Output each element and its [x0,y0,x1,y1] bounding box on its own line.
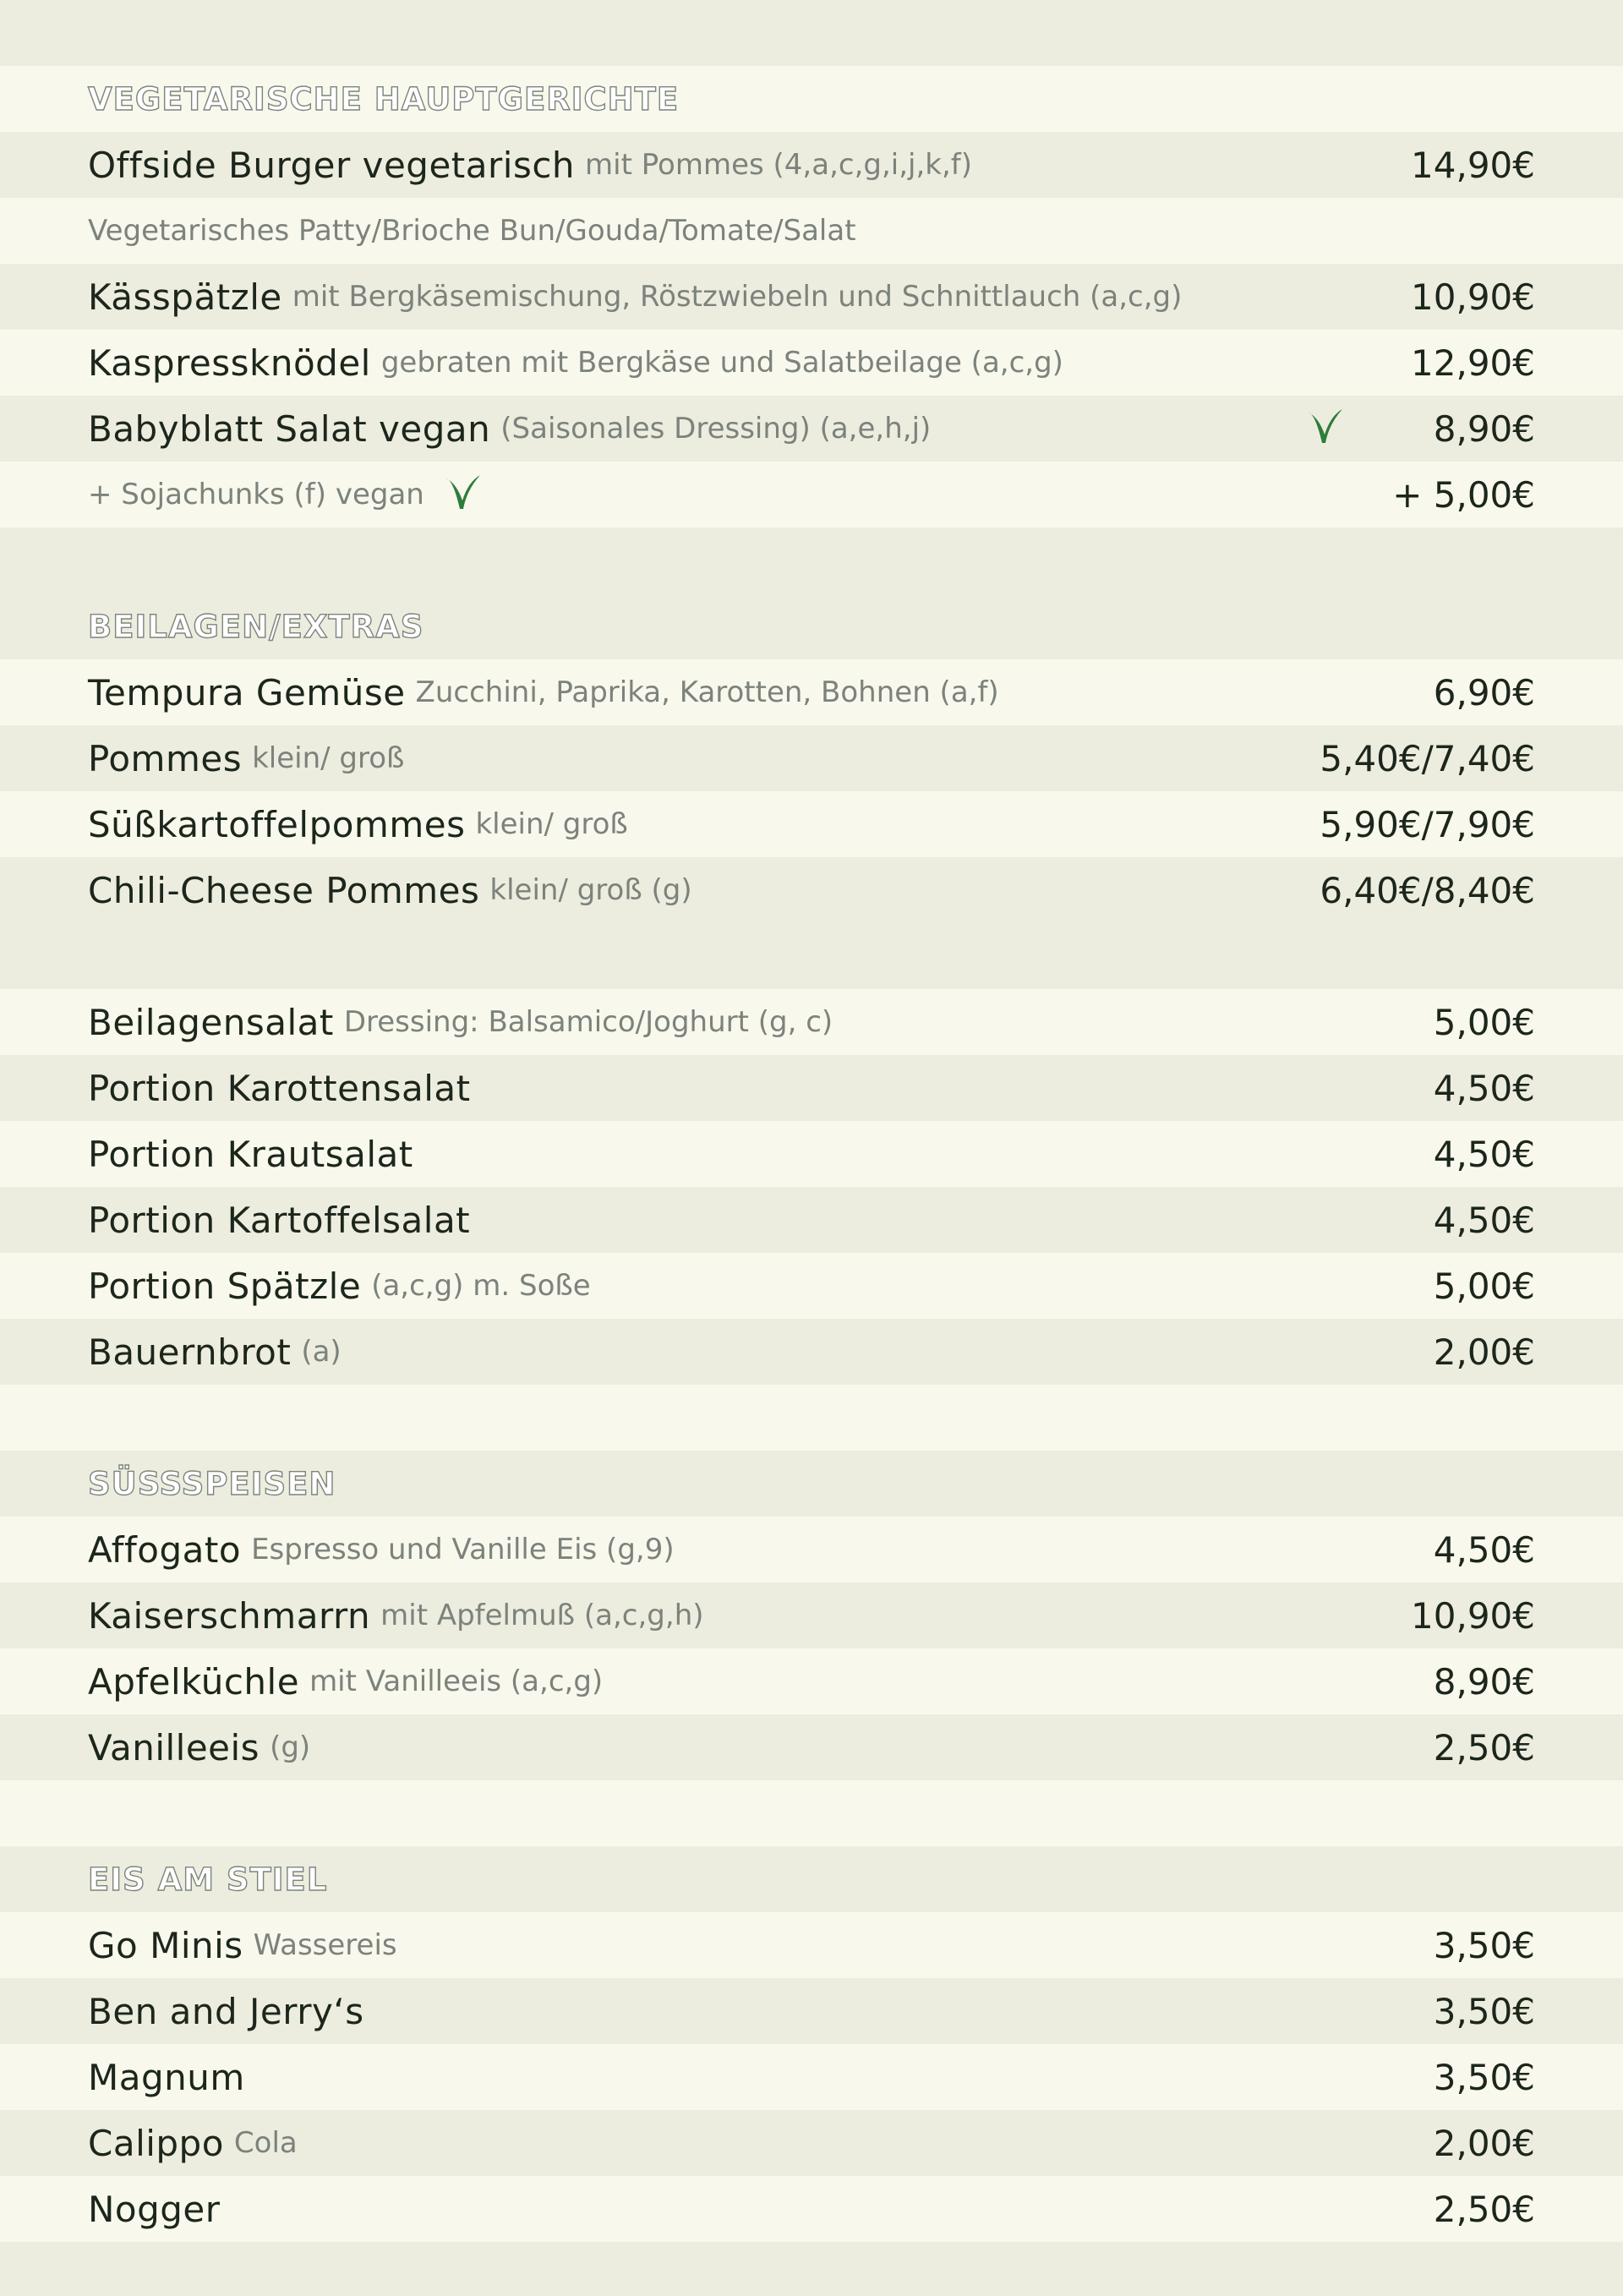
menu-item [0,2044,1623,2110]
menu-item [0,1978,1623,2044]
spacer-row [0,0,1623,66]
item-description: klein/ groß [475,807,628,841]
item-price: 4,50€ [1433,1067,1535,1109]
menu-item [0,1253,1623,1319]
spacer-row [0,1385,1623,1451]
item-description: mit Pommes (4,a,c,g,i,j,k,f) [585,148,973,182]
item-price: 3,50€ [1433,1924,1535,1966]
item-price: 3,50€ [1433,2056,1535,2098]
item-price: 2,00€ [1433,2122,1535,2164]
item-title: Nogger [88,2188,221,2230]
item-description: Wassereis [253,1928,397,1962]
menu-item [0,989,1623,1055]
item-title: Calippo [88,2122,224,2164]
item-title: Vanilleeis [88,1726,260,1768]
section-heading-row [0,1846,1623,1912]
item-description: Espresso und Vanille Eis (g,9) [251,1533,675,1566]
item-price: 6,90€ [1433,671,1535,713]
item-subline: + Sojachunks (f) vegan [88,478,424,511]
menu-item-addon [0,462,1623,528]
section-heading-vegetarian: VEGETARISCHE HAUPTGERICHTE [88,80,680,118]
item-title: Ben and Jerry‘s [88,1990,364,2032]
item-description: Cola [233,2126,298,2160]
spacer-row [0,923,1623,989]
item-title: Beilagensalat [88,1001,334,1043]
menu-item [0,1517,1623,1583]
item-title: Portion Kartoffelsalat [88,1199,471,1241]
item-price: 3,50€ [1433,1990,1535,2032]
menu-item [0,857,1623,923]
item-price: + 5,00€ [1392,473,1535,516]
item-description: klein/ groß [252,741,405,775]
item-description: mit Vanilleeis (a,c,g) [309,1665,604,1698]
item-subline: Vegetarisches Patty/Brioche Bun/Gouda/Tomate/Salat [88,214,856,248]
item-price: 5,40€/7,40€ [1320,737,1535,779]
item-title: Go Minis [88,1924,243,1966]
item-price: 12,90€ [1411,342,1535,384]
menu-item [0,1187,1623,1253]
item-title: Portion Krautsalat [88,1133,413,1175]
section-heading-row [0,1451,1623,1517]
item-price: 8,90€ [1433,1660,1535,1703]
section-heading-desserts: SÜSSSPEISEN [88,1465,336,1502]
item-description: (Saisonales Dressing) (a,e,h,j) [500,412,932,446]
menu-item [0,1912,1623,1978]
item-title: Pommes [88,737,243,779]
item-price: 14,90€ [1411,144,1535,186]
section-heading-row [0,66,1623,132]
item-title: Portion Spätzle [88,1265,362,1307]
menu-item [0,725,1623,791]
spacer-row [0,1780,1623,1846]
item-title: Magnum [88,2056,245,2098]
item-description: gebraten mit Bergkäse und Salatbeilage (a,c,g) [380,346,1063,380]
item-title: Babyblatt Salat vegan [88,407,491,450]
section-heading-icecream: EIS AM STIEL [88,1861,328,1898]
item-title: Apfelküchle [88,1660,300,1703]
menu-item [0,1583,1623,1648]
item-description: Dressing: Balsamico/Joghurt (g, c) [343,1005,833,1039]
item-title: Kaiserschmarrn [88,1594,371,1637]
item-price: 5,90€/7,90€ [1320,803,1535,845]
item-title: Tempura Gemüse [88,671,406,713]
menu-item-subline [0,198,1623,264]
menu-item [0,791,1623,857]
item-title: Affogato [88,1528,242,1571]
menu-item [0,132,1623,198]
menu-item [0,1121,1623,1187]
spacer-row [0,528,1623,593]
item-description: (a,c,g) m. Soße [371,1269,591,1303]
item-price: 4,50€ [1433,1133,1535,1175]
item-description: mit Bergkäsemischung, Röstzwiebeln und Schnittlauch (a,c,g) [292,280,1183,314]
menu-item [0,1055,1623,1121]
menu-item [0,396,1623,462]
menu-item [0,264,1623,330]
item-price: 8,90€ [1433,407,1535,450]
section-heading-row [0,593,1623,659]
menu-item [0,1319,1623,1385]
section-heading-sides: BEILAGEN/EXTRAS [88,608,424,645]
item-title: Chili-Cheese Pommes [88,869,480,911]
item-price: 5,00€ [1433,1001,1535,1043]
item-title: Offside Burger vegetarisch [88,144,576,186]
item-description: Zucchini, Paprika, Karotten, Bohnen (a,f) [415,675,999,709]
item-price: 2,50€ [1433,1726,1535,1768]
menu-item [0,1714,1623,1780]
menu-item [0,2176,1623,2242]
item-price: 10,90€ [1411,276,1535,318]
menu-item [0,2110,1623,2176]
item-title: Bauernbrot [88,1331,292,1373]
item-description: (g) [270,1730,311,1764]
item-price: 6,40€/8,40€ [1320,869,1535,911]
menu-item [0,1648,1623,1714]
item-title: Portion Karottensalat [88,1067,471,1109]
menu-item [0,330,1623,396]
menu-item [0,659,1623,725]
item-title: Kässpätzle [88,276,282,318]
item-price: 10,90€ [1411,1594,1535,1637]
item-price: 2,00€ [1433,1331,1535,1373]
item-title: Kaspressknödel [88,342,371,384]
item-title: Süßkartoffelpommes [88,803,466,845]
item-description: klein/ groß (g) [489,873,692,907]
item-price: 4,50€ [1433,1528,1535,1571]
item-description: mit Apfelmuß (a,c,g,h) [380,1599,704,1632]
vegan-leaf-icon [1305,406,1346,451]
item-price: 5,00€ [1433,1265,1535,1307]
item-price: 4,50€ [1433,1199,1535,1241]
vegan-leaf-icon [443,472,484,517]
item-description: (a) [301,1335,342,1369]
item-price: 2,50€ [1433,2188,1535,2230]
